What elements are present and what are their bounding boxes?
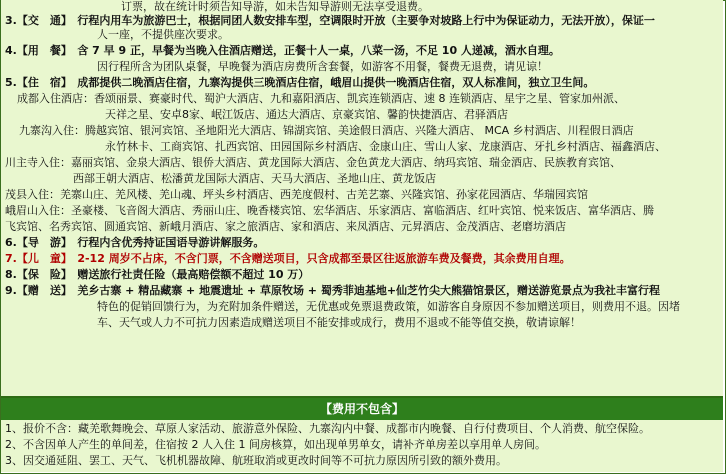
maoxian-hotels: 茂县入住：羌寨山庄、羌风楼、羌山魂、坪头乡村酒店、西羌度假村、古羌艺寨、兴隆宾馆、孙家花园酒店、华瑞园宾馆 bbox=[5, 188, 588, 201]
gift-line: 9.【赠 送】 羌乡古寨 + 精品藏寨 + 地震遗址 + 草原牧场 + 蜀秀菲迪基地+仙芝竹尖大熊猫馆景区，赠送游览景点为我社丰富行程 bbox=[5, 284, 661, 297]
exclusions-panel bbox=[1, 420, 723, 472]
emei-hotels-cont: 飞宾馆、名秀宾馆、圆通宾馆、新峨月酒店、家之旅酒店、家和酒店、来凤酒店、元昇酒店、金茂酒店、老磨坊酒店 bbox=[5, 220, 566, 233]
gift-line-cont2: 车、天气或人力不可抗力因素造成赠送项目不能安排或成行，费用不退或不能等值交换，敬请谅解！ bbox=[97, 316, 581, 329]
exclusion-item-1: 1、报价不含：藏羌歌舞晚会、草原人家活动、旅游意外保险、九寨沟内中餐、成都市内晚餐、自行付费项目、个人消费、航空保险。 bbox=[5, 422, 650, 435]
meal-line-cont: 因行程所含为团队桌餐，早晚餐为酒店房费所含套餐，如游客不用餐，餐费无退费，请见谅！ bbox=[97, 60, 548, 73]
includes-panel bbox=[1, 0, 723, 396]
jiuzhai-hotels-cont: 永竹林卡、工商宾馆、扎西宾馆、田园国际乡村酒店、金康山庄、雪山人家、龙康酒店、牙扎乡村酒店、福鑫酒店、 bbox=[105, 140, 666, 153]
emei-hotels: 峨眉山入住：圣豪楼、飞音阁大酒店、秀丽山庄、晚香楼宾馆、宏华酒店、乐家酒店、富临酒店、红叶宾馆、悦来饭店、富华酒店、腾 bbox=[5, 204, 654, 217]
insurance-line: 8.【保 险】 赠送旅行社责任险（最高赔偿额不超过 10 万） bbox=[5, 268, 310, 281]
exclusion-item-3: 3、因交通延阻、罢工、天气、飞机机器故障、航班取消或更改时间等不可抗力原因所引致的额外费用。 bbox=[5, 454, 507, 467]
meal-line: 4.【用 餐】 含 7 早 9 正，早餐为当晚入住酒店赠送，正餐十人一桌，八菜一汤，不足 10 人递减，酒水自理。 bbox=[5, 44, 560, 57]
ticket-note-line: 订票，故在统计时须告知导游，如未告知导游则无法享受退费。 bbox=[121, 0, 429, 13]
exclusions-heading: 【费用不包含】 bbox=[1, 398, 723, 420]
jiuzhai-hotels: 九寨沟入住：腾越宾馆、银河宾馆、圣地阳光大酒店、锦湖宾馆、美途假日酒店、兴隆大酒店、 MCA 乡村酒店、川程假日酒店 bbox=[19, 124, 634, 137]
guide-line: 6.【导 游】 行程内含优秀持证国语导游讲解服务。 bbox=[5, 236, 265, 249]
chuanzhusi-hotels-cont: 西部王朝大酒店、松潘黄龙国际大酒店、天马大酒店、圣地山庄、黄龙饭店 bbox=[73, 172, 436, 185]
child-line: 7.【儿 童】 2-12 周岁不占床，不含门票，不含赠送项目，只含成都至景区往返旅游车费及餐费，其余费用自理。 bbox=[5, 252, 571, 265]
chuanzhusi-hotels: 川主寺入住：嘉丽宾馆、金泉大酒店、银侨大酒店、黄龙国际大酒店、金色黄龙大酒店、纳玛宾馆、瑞金酒店、民族教育宾馆、 bbox=[5, 156, 621, 169]
exclusion-item-2: 2、不含因单人产生的单间差，住宿按 2 人入住 1 间房核算，如出现单男单女，请补齐单房差以享用单人房间。 bbox=[5, 438, 546, 451]
transport-line-cont: 人一座，不提供座次要求。 bbox=[97, 28, 229, 41]
transport-line: 3.【交 通】 行程内用车为旅游巴士，根据同团人数安排车型，空调限时开放（主要争对坡路上行中为保证动力，无法开放），保证一 bbox=[5, 14, 655, 27]
chengdu-hotels-cont: 天祥之星、安卓8家、岷江饭店、通达大酒店、京豪宾馆、馨韵快捷酒店、君驿酒店 bbox=[105, 108, 508, 121]
lodging-line: 5.【住 宿】 成都提供二晚酒店住宿，九寨沟提供三晚酒店住宿，峨眉山提供一晚酒店住宿，双人标准间，独立卫生间。 bbox=[5, 76, 595, 89]
gift-line-cont: 特色的促销回馈行为，为充附加条件赠送，无优惠或免票退费政策，如游客自身原因不参加赠送项目，则费用不退。因堵 bbox=[97, 300, 680, 313]
chengdu-hotels: 成都入住酒店：香颂丽景、赛豪时代、蜀沪大酒店、九和嘉阳酒店、凯宾连锁酒店、速 8 连锁酒店、星宇之星、管家加州派、 bbox=[17, 92, 625, 105]
